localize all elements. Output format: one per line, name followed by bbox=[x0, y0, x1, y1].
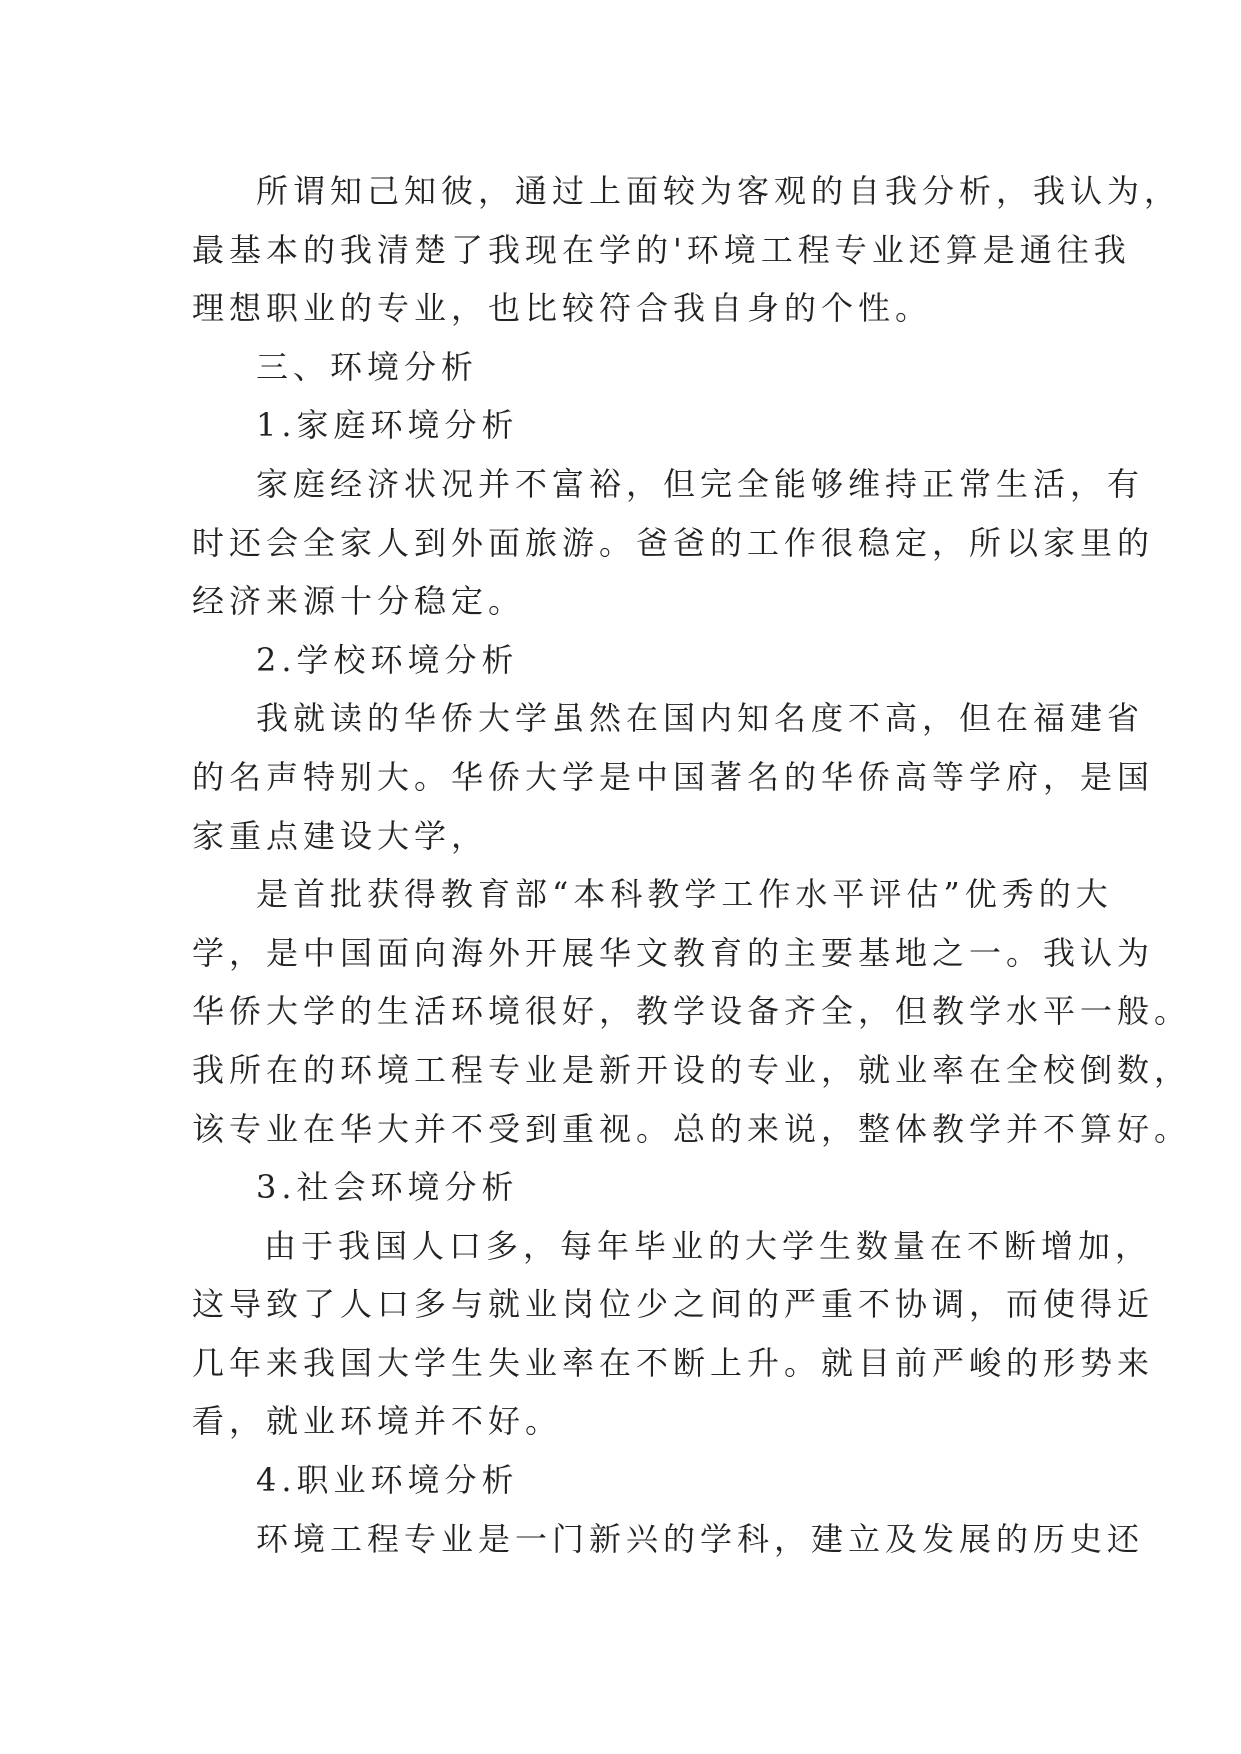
subsection-heading: 4.职业环境分析 bbox=[256, 1461, 519, 1500]
paragraph-line: 时还会全家人到外面旅游。爸爸的工作很稳定，所以家里的 bbox=[192, 523, 1155, 562]
paragraph-line: 由于我国人口多，每年毕业的大学生数量在不断增加， bbox=[264, 1226, 1153, 1265]
paragraph-line: 学，是中国面向海外开展华文教育的主要基地之一。我认为 bbox=[192, 933, 1155, 972]
paragraph-line: 是首批获得教育部“本科教学工作水平评估”优秀的大 bbox=[256, 875, 1113, 914]
paragraph-line: 我所在的环境工程专业是新开设的专业，就业率在全校倒数， bbox=[192, 1050, 1192, 1089]
paragraph-line: 家庭经济状况并不富裕，但完全能够维持正常生活，有 bbox=[256, 464, 1145, 503]
paragraph-line: 环境工程专业是一门新兴的学科，建立及发展的历史还 bbox=[256, 1519, 1145, 1558]
subsection-heading: 3.社会环境分析 bbox=[256, 1168, 519, 1207]
paragraph-line: 几年来我国大学生失业率在不断上升。就目前严峻的形势来 bbox=[192, 1343, 1155, 1382]
document-body bbox=[192, 162, 1192, 1568]
paragraph-line: 该专业在华大并不受到重视。总的来说，整体教学并不算好。 bbox=[192, 1109, 1192, 1148]
paragraph-line: 这导致了人口多与就业岗位少之间的严重不协调，而使得近 bbox=[192, 1285, 1155, 1324]
paragraph-line: 的名声特别大。华侨大学是中国著名的华侨高等学府，是国 bbox=[192, 757, 1155, 796]
paragraph-line: 理想职业的专业，也比较符合我自身的个性。 bbox=[192, 289, 933, 328]
paragraph-line: 家重点建设大学， bbox=[192, 816, 489, 855]
paragraph-line: 经济来源十分稳定。 bbox=[192, 582, 526, 621]
subsection-heading: 1.家庭环境分析 bbox=[256, 406, 519, 445]
paragraph-line: 看，就业环境并不好。 bbox=[192, 1402, 563, 1441]
section-heading: 三、环境分析 bbox=[256, 347, 479, 386]
paragraph-line: 华侨大学的生活环境很好，教学设备齐全，但教学水平一般。 bbox=[192, 992, 1192, 1031]
subsection-heading: 2.学校环境分析 bbox=[256, 640, 519, 679]
paragraph-line: 我就读的华侨大学虽然在国内知名度不高，但在福建省 bbox=[256, 699, 1145, 738]
paragraph-line: 最基本的我清楚了我现在学的'环境工程专业还算是通往我 bbox=[192, 230, 1131, 269]
paragraph-line: 所谓知己知彼，通过上面较为客观的自我分析，我认为， bbox=[256, 172, 1182, 210]
